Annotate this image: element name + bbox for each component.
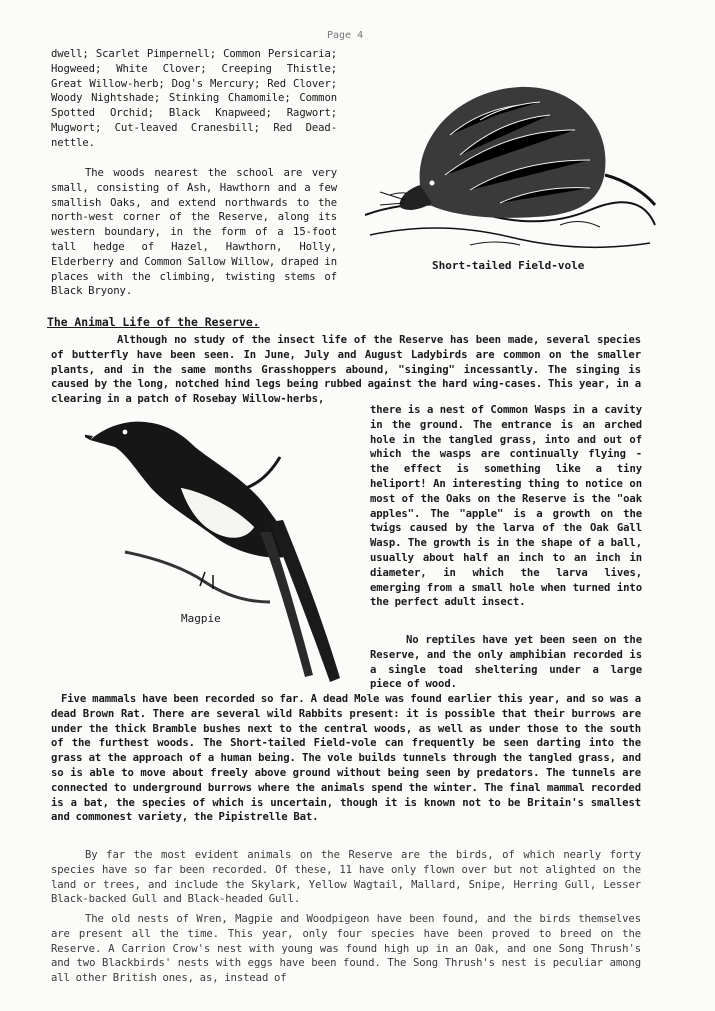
magpie-illustration xyxy=(85,392,375,692)
section-heading: The Animal Life of the Reserve. xyxy=(47,315,260,329)
reptiles-paragraph: No reptiles have yet been seen on the Reserve, and the only amphibian recorded is a single toad sheltering under a large piece of wood. xyxy=(370,634,642,691)
magpie-caption: Magpie xyxy=(181,612,221,625)
nests-paragraph: The old nests of Wren, Magpie and Woodpigeon have been found, and the birds themselves are present all the time. This year, only four species have been proved to breed on the Reserve. A Carrion Crow's nest with young was found high up in an Oak, and one Song Thrush's and two Blackbirds' nests with eggs have been found. The Song Thrush's nest is peculiar among all other British ones, as, instead of xyxy=(51,913,641,985)
mammals-paragraph: Five mammals have been recorded so far. A dead Mole was found earlier this year, and so was a dead Brown Rat. There are several wild Rabbits present: it is possible that their burrows are under the thick Bramble bushes next to the central woods, as well as under those to the south of the furthest woods. The Short-tailed Field-vole can frequently be seen darting into the grass at the approach of a human being. The vole builds tunnels through the tangled grass, and so is able to move about freely above ground without being seen by predators. The tunnels are connected to underground burrows where the animals spend the winter. The final mammal recorded is a bat, the species of which is uncertain, though it is known not to be Britain's smallest and commonest variety, the Pipistrelle Bat. xyxy=(51,693,641,824)
vole-caption: Short-tailed Field-vole xyxy=(432,259,585,272)
woods-paragraph: The woods nearest the school are very small, consisting of Ash, Hawthorn and a few smallish Oaks, and extend northwards to the north-west corner of the Reserve, along its western boundary, in the form of a 15-foot tall hedge of Hazel, Hawthorn, Holly, Elderberry and Common Sallow Willow, draped in places with the climbing, twisting stems of Black Bryony. xyxy=(51,167,337,298)
intro-paragraph: dwell; Scarlet Pimpernell; Common Persicaria; Hogweed; White Clover; Creeping Thistle; Great Willow-herb; Dog's Mercury; Red Clover; Woody Nightshade; Stinking Chamomile; Common Spotted Orchid; Black Knapweed; Ragwort; Mugwort; Cut-leaved Cranesbill; Red Dead-nettle. xyxy=(51,48,337,149)
vole-illustration xyxy=(360,75,660,255)
insect-paragraph-top: Although no study of the insect life of the Reserve has been made, several species of butterfly have been seen. In June, July and August Ladybirds are common on the smaller plants, and in the same months Grasshoppers abound, "singing" incessantly. The singing is caused by the long, notched hind legs being rubbed against the hard wing-cases. This year, in a clearing in a patch of Rosebay Willow-herbs, xyxy=(51,334,641,406)
page-number: Page 4 xyxy=(327,30,364,41)
insect-paragraph-side: there is a nest of Common Wasps in a cavity in the ground. The entrance is an arched hole in the tangled grass, into and out of which the wasps are continually flying - the effect is something like a tiny heliport! An interesting thing to notice on most of the Oaks on the Reserve is the "oak apples". The "apple" is a growth on the twigs caused by the larva of the Oak Gall Wasp. The growth is in the shape of a ball, usually about half an inch to an inch in diameter, in which the larva lives, emerging from a small hole when turned into the perfect adult insect. xyxy=(370,404,642,609)
birds-paragraph: By far the most evident animals on the Reserve are the birds, of which nearly forty species have so far been recorded. Of these, 11 have only flown over but not alighted on the land or trees, and include the Skylark, Yellow Wagtail, Mallard, Snipe, Herring Gull, Lesser Black-backed Gull and Black-headed Gull. xyxy=(51,849,641,906)
